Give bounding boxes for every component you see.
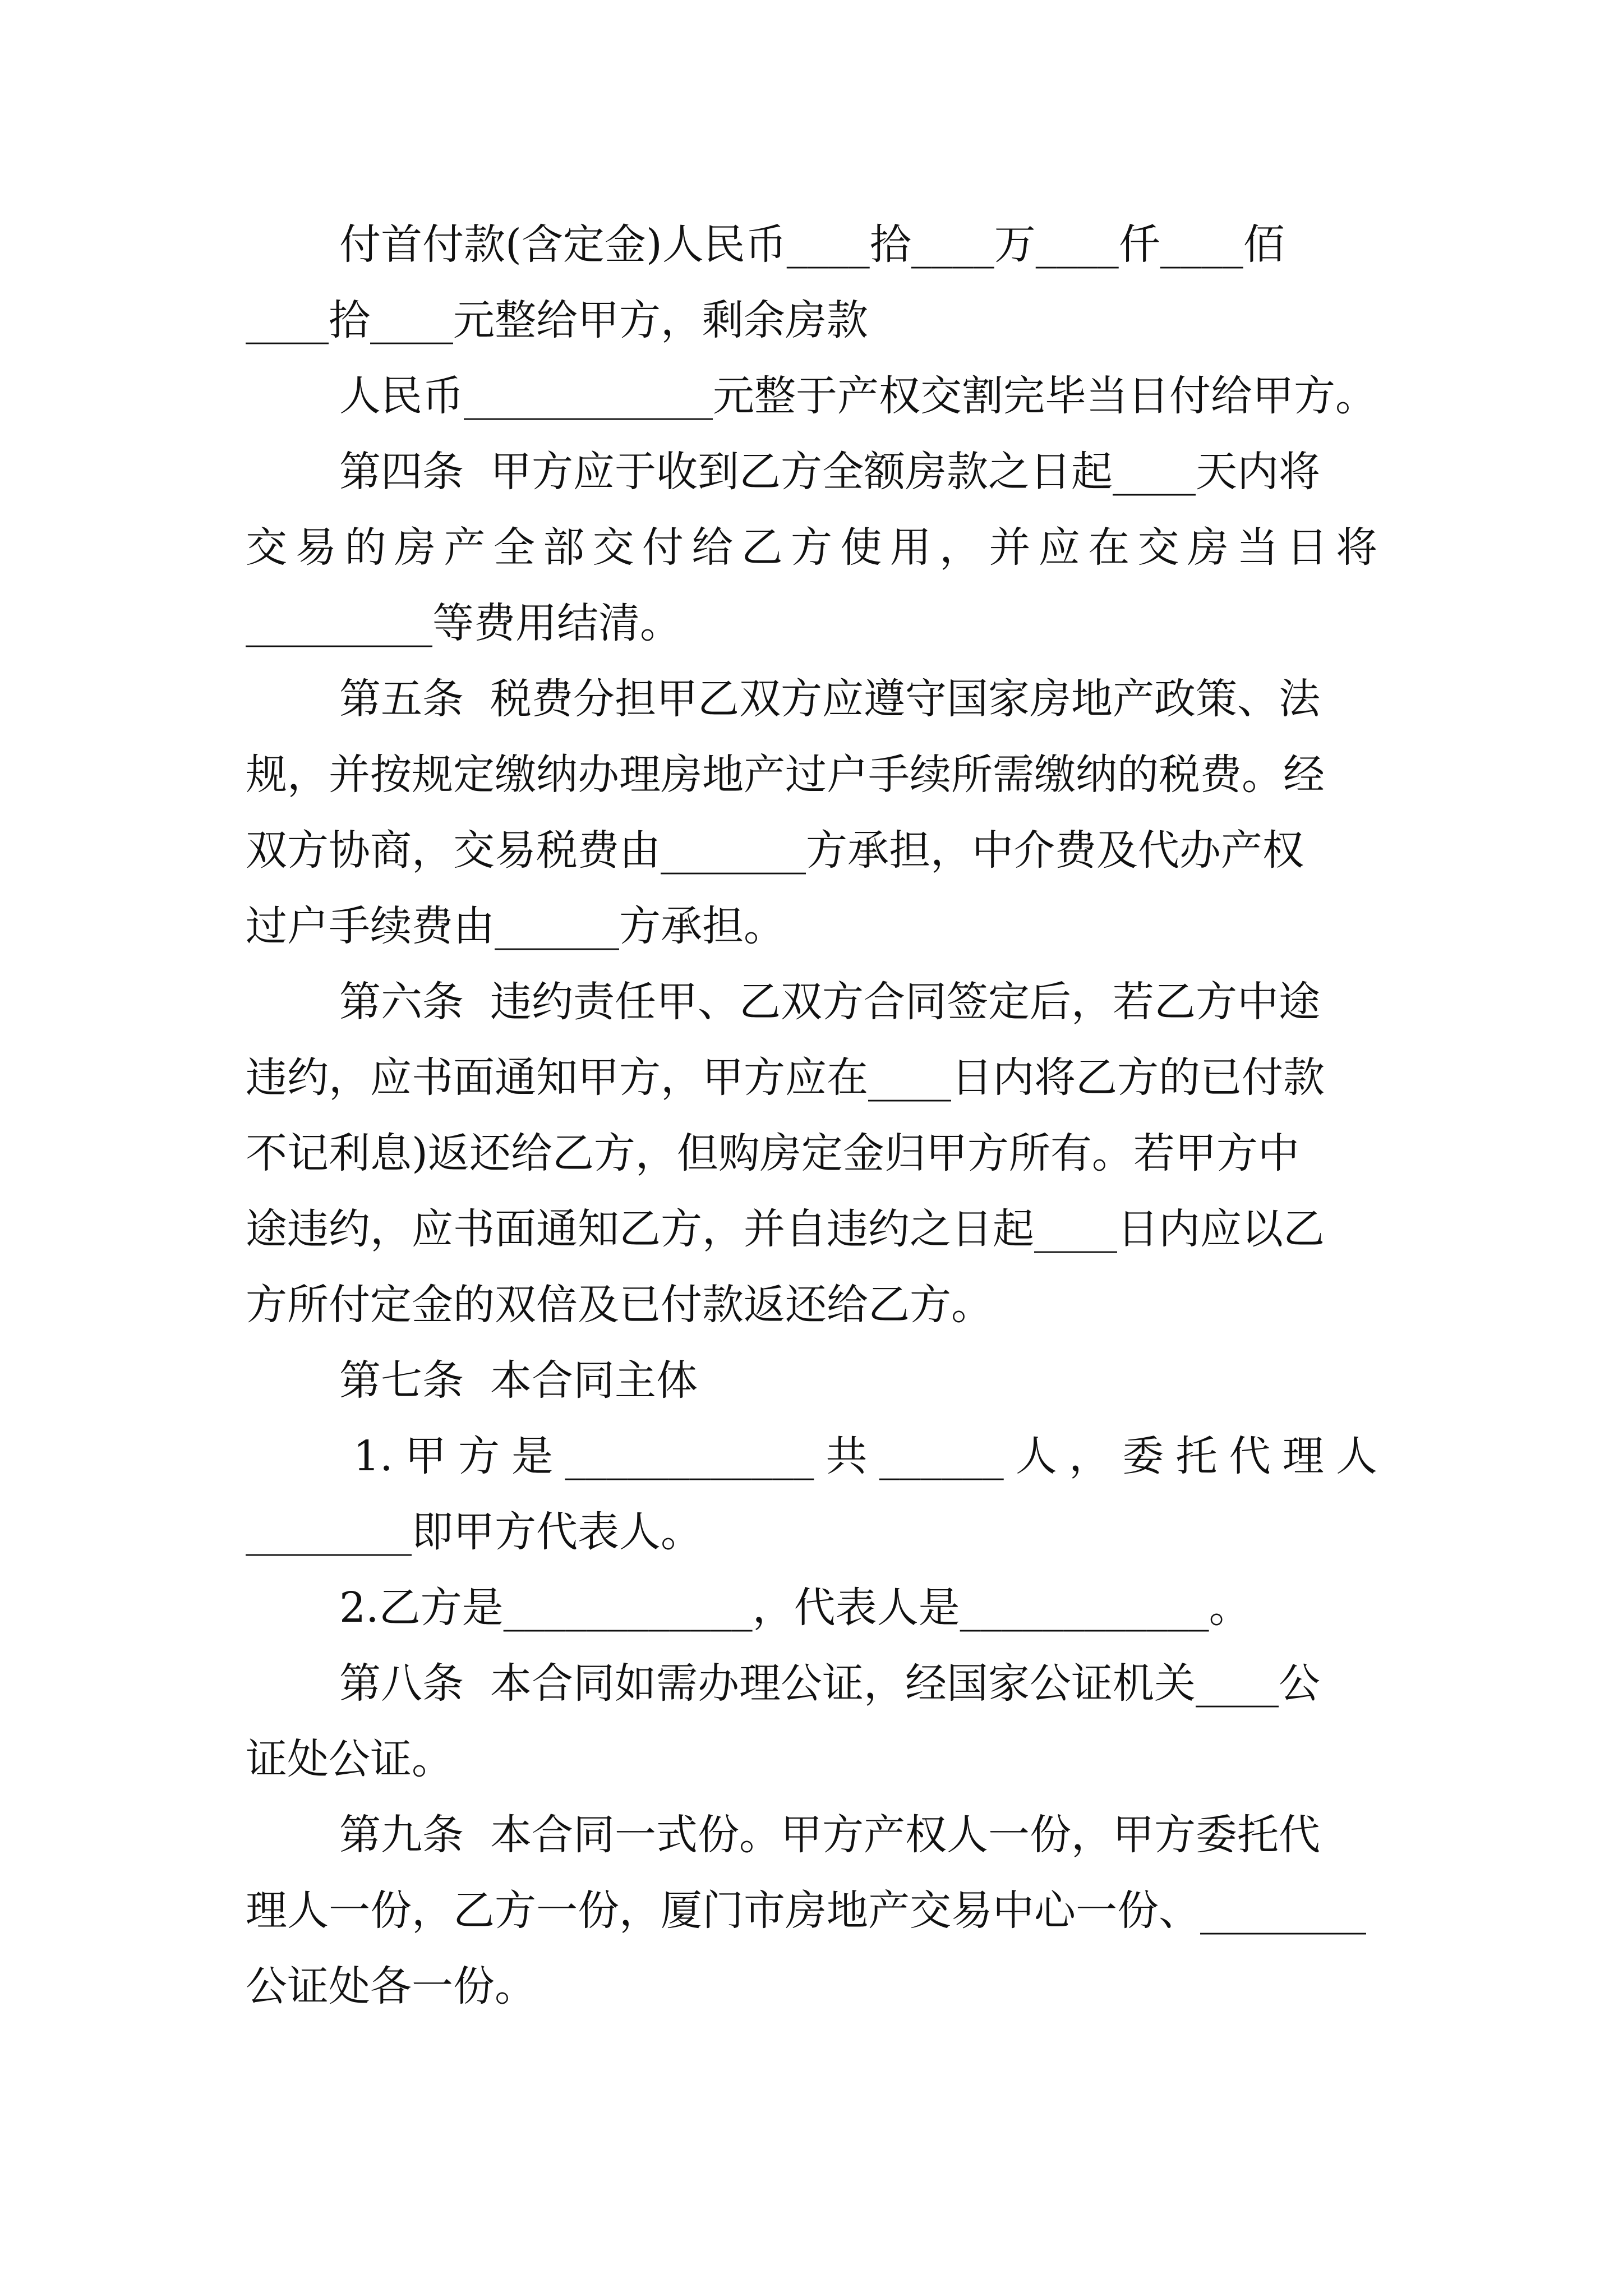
text-line: 证处公证。 xyxy=(246,1735,453,1783)
text-line: ____拾____元整给甲方，剩余房款 xyxy=(246,296,868,344)
text-line: ________即甲方代表人。 xyxy=(246,1508,702,1556)
text-line: 规，并按规定缴纳办理房地产过户手续所需缴纳的税费。经 xyxy=(246,751,1325,799)
text-line: 1.甲方是____________共______人，委托代理人 xyxy=(353,1432,1377,1480)
text-line: 第五条 税费分担甲乙双方应遵守国家房地产政策、法 xyxy=(339,675,1321,723)
text-line: 第九条 本合同一式份。甲方产权人一份，甲方委托代 xyxy=(339,1811,1321,1859)
text-line: 第八条 本合同如需办理公证，经国家公证机关____公 xyxy=(339,1659,1321,1708)
text-line: 第六条 违约责任甲、乙双方合同签定后，若乙方中途 xyxy=(339,978,1321,1026)
text-line: 付首付款(含定金)人民币____拾____万____仟____佰 xyxy=(339,220,1285,269)
text-line: 公证处各一份。 xyxy=(246,1962,536,2010)
text-line: 第七条 本合同主体 xyxy=(339,1356,698,1405)
text-line: 人民币____________元整于产权交割完毕当日付给甲方。 xyxy=(339,372,1377,420)
text-line: _________等费用结清。 xyxy=(246,599,681,647)
text-line: 理人一份，乙方一份，厦门市房地产交易中心一份、________ xyxy=(246,1887,1366,1935)
text-line: 途违约，应书面通知乙方，并自违约之日起____日内应以乙 xyxy=(246,1205,1325,1253)
text-line: 方所付定金的双倍及已付款返还给乙方。 xyxy=(246,1281,993,1329)
text-line: 不记利息)返还给乙方，但购房定金归甲方所有。若甲方中 xyxy=(246,1129,1299,1177)
text-line: 双方协商，交易税费由_______方承担，中介费及代办产权 xyxy=(246,826,1304,875)
text-line: 交易的房产全部交付给乙方使用，并应在交房当日将 xyxy=(246,523,1377,572)
text-line: 第四条 甲方应于收到乙方全额房款之日起____天内将 xyxy=(339,448,1321,496)
text-line: 过户手续费由______方承担。 xyxy=(246,902,785,950)
text-line: 2.乙方是____________，代表人是____________。 xyxy=(339,1584,1251,1632)
text-line: 违约，应书面通知甲方，甲方应在____日内将乙方的已付款 xyxy=(246,1053,1325,1102)
